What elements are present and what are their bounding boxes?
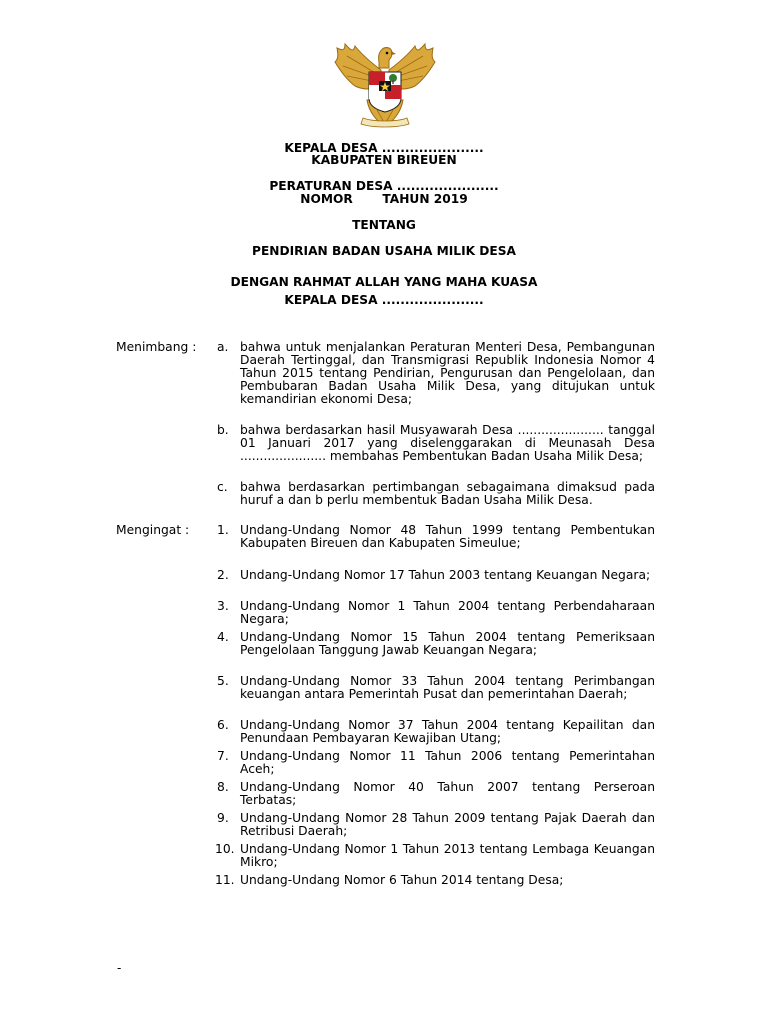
list-marker: 2. bbox=[217, 568, 229, 582]
list-marker: 5. bbox=[217, 674, 229, 688]
list-marker: 7. bbox=[217, 749, 229, 763]
list-text: Undang-Undang Nomor 37 Tahun 2004 tentang Kepailitan dan Penundaan Pembayaran Kewajiban Utang; bbox=[240, 718, 655, 745]
garuda-emblem-icon bbox=[333, 40, 437, 132]
list-marker: 6. bbox=[217, 718, 229, 732]
list-item bbox=[116, 341, 655, 406]
list-text: Undang-Undang Nomor 1 Tahun 2013 tentang Lembaga Keuangan Mikro; bbox=[240, 842, 655, 869]
list-item bbox=[116, 424, 655, 463]
list-item bbox=[116, 812, 655, 838]
list-text: Undang-Undang Nomor 15 Tahun 2004 tentang Pemeriksaan Pengelolaan Tanggung Jawab Keuangan Negara; bbox=[240, 630, 655, 657]
list-marker: 1. bbox=[217, 523, 229, 537]
list-text: Undang-Undang Nomor 6 Tahun 2014 tentang Desa; bbox=[240, 873, 564, 887]
document-title: PENDIRIAN BADAN USAHA MILIK DESA bbox=[252, 244, 516, 258]
header-village-head: KEPALA DESA ...................... bbox=[284, 141, 484, 155]
list-text: Undang-Undang Nomor 33 Tahun 2004 tentang Perimbangan keuangan antara Pemerintah Pusat dan pemerintahan Daerah; bbox=[240, 674, 655, 701]
list-marker: 8. bbox=[217, 780, 229, 794]
list-item bbox=[116, 481, 655, 507]
list-item bbox=[116, 569, 655, 582]
list-text: Undang-Undang Nomor 28 Tahun 2009 tentang Pajak Daerah dan Retribusi Daerah; bbox=[240, 811, 655, 838]
header-regency: KABUPATEN BIREUEN bbox=[311, 153, 457, 167]
list-item bbox=[116, 600, 655, 626]
list-marker: 4. bbox=[217, 630, 229, 644]
list-item bbox=[116, 719, 655, 745]
list-item bbox=[116, 675, 655, 701]
header-blessing: DENGAN RAHMAT ALLAH YANG MAHA KUASA bbox=[230, 275, 538, 289]
list-text: bahwa untuk menjalankan Peraturan Menteri Desa, Pembangunan Daerah Tertinggal, dan Transmigrasi Republik Indonesia Nomor 4 Tahun 2015 tentang Pendirian, Pengurusan dan Pengelolaan, dan Pembubaran Badan Usaha Milik Desa, yang ditujukan untuk kemandirian ekonomi Desa; bbox=[240, 340, 655, 406]
list-text: bahwa berdasarkan pertimbangan sebagaimana dimaksud pada huruf a dan b perlu membentuk Badan Usaha Milik Desa. bbox=[240, 480, 655, 507]
list-item bbox=[116, 750, 655, 776]
header-regulation: PERATURAN DESA ...................... bbox=[269, 179, 499, 193]
list-marker: 10. bbox=[215, 842, 235, 856]
list-marker: 3. bbox=[217, 599, 229, 613]
list-marker: 9. bbox=[217, 811, 229, 825]
list-item bbox=[116, 524, 655, 550]
menimbang-label: Menimbang : bbox=[116, 340, 197, 354]
list-item bbox=[116, 781, 655, 807]
list-text: Undang-Undang Nomor 17 Tahun 2003 tentang Keuangan Negara; bbox=[240, 568, 651, 582]
footnote-mark: - bbox=[117, 961, 122, 975]
list-text: Undang-Undang Nomor 11 Tahun 2006 tentang Pemerintahan Aceh; bbox=[240, 749, 655, 776]
list-item bbox=[116, 843, 655, 869]
list-item bbox=[116, 874, 655, 887]
list-text: bahwa berdasarkan hasil Musyawarah Desa ...................... tanggal 01 Januari 2017 yang diselenggarakan di Meunasah Desa ...................... membahas Pembentukan Badan Usaha Milik Desa; bbox=[240, 423, 655, 463]
list-text: Undang-Undang Nomor 48 Tahun 1999 tentang Pembentukan Kabupaten Bireuen dan Kabupaten Simeulue; bbox=[240, 523, 655, 550]
list-marker: a. bbox=[217, 340, 229, 354]
header-village-head-2: KEPALA DESA ...................... bbox=[284, 293, 484, 307]
list-text: Undang-Undang Nomor 1 Tahun 2004 tentang Perbendaharaan Negara; bbox=[240, 599, 655, 626]
list-marker: 11. bbox=[215, 873, 235, 887]
list-item bbox=[116, 631, 655, 657]
list-marker: b. bbox=[217, 423, 229, 437]
list-text: Undang-Undang Nomor 40 Tahun 2007 tentang Perseroan Terbatas; bbox=[240, 780, 655, 807]
header-tentang: TENTANG bbox=[352, 218, 416, 232]
list-marker: c. bbox=[217, 480, 228, 494]
mengingat-label: Mengingat : bbox=[116, 523, 190, 537]
header-number-year: NOMOR TAHUN 2019 bbox=[300, 192, 468, 206]
